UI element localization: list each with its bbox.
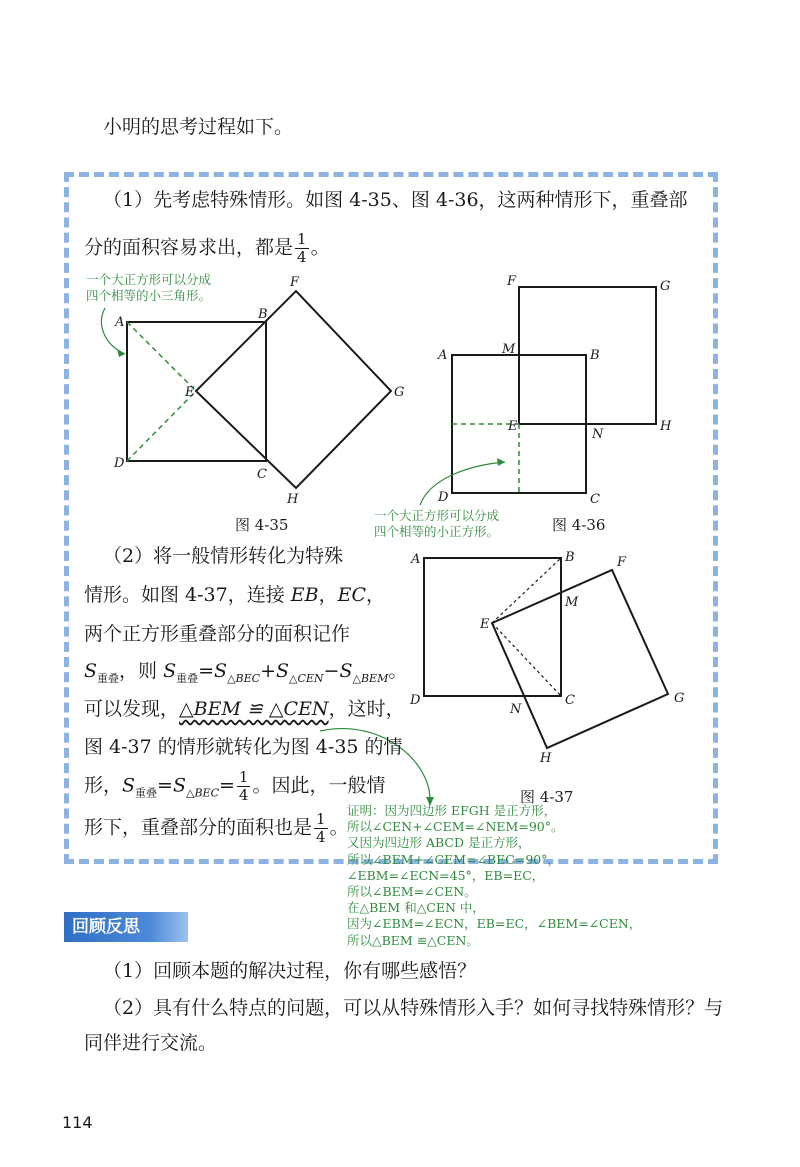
intro-text: 小明的思考过程如下。 — [103, 116, 294, 138]
fig35-label-h: H — [287, 492, 299, 507]
minus-sign: − — [323, 660, 340, 682]
step2-l7-end: 。因此，一般情 — [252, 774, 386, 797]
step2-l2-text: 情形。如图 4-37，连接 — [84, 584, 291, 606]
proof-line: 又因为四边形 ABCD 是正方形， — [347, 835, 531, 851]
review-question-2-line1: （2）具有什么特点的问题，可以从特殊情形入手？如何寻找特殊情形？与 — [103, 997, 724, 1019]
sub-overlap: 重叠 — [97, 671, 120, 685]
fig36-note-line1: 一个大正方形可以分成 — [374, 508, 500, 523]
proof-line: 因为∠EBM=∠ECN，EB=EC，∠BEM=∠CEN， — [347, 916, 642, 932]
fig37-label-b: B — [565, 550, 575, 565]
fig35-label-c: C — [257, 467, 267, 482]
sub-cen: △CEN — [289, 671, 324, 685]
sub-bec: △BEC — [227, 671, 261, 685]
fig37-square-abcd — [424, 558, 561, 696]
fig37-label-n: N — [510, 702, 522, 717]
proof-line: 所以∠BEM+∠CEM=∠BEC=90°， — [347, 851, 560, 867]
fig37-label-f: F — [617, 555, 627, 570]
step2-l4-end: 。 — [388, 660, 408, 682]
fig35-label-f: F — [290, 275, 300, 290]
fig35-label-d: D — [114, 456, 125, 471]
step2-line8 — [84, 812, 349, 845]
fig36-label-m: M — [502, 342, 516, 357]
fig36-label-a: A — [438, 348, 448, 363]
fig35-label-g: G — [394, 385, 405, 400]
congruence-statement: △BEM ≌ △CEN — [179, 698, 329, 720]
step2-l5-text: 可以发现， — [84, 698, 180, 720]
sub-overlap: 重叠 — [176, 671, 199, 685]
fig36-label-c: C — [590, 492, 600, 507]
plus-sign: + — [260, 660, 276, 682]
fig36-note — [374, 508, 499, 540]
s-symbol: S — [172, 774, 186, 797]
fig37-label-a: A — [411, 552, 421, 567]
fig37-label-d: D — [410, 693, 421, 708]
frac-num: 1 — [238, 768, 249, 786]
fig37-segment-eb — [492, 558, 561, 623]
s-symbol: S — [163, 660, 177, 682]
figure-4-35 — [102, 291, 391, 488]
fig37-label-c: C — [565, 693, 575, 708]
proof-line: 所以∠CEN+∠CEM=∠NEM=90°。 — [347, 819, 564, 835]
proof-line: 证明：因为四边形 EFGH 是正方形， — [347, 803, 557, 818]
step2-line2 — [84, 586, 385, 605]
fig36-label-f: F — [507, 274, 517, 289]
step2-l5-end: ，这时， — [328, 698, 405, 720]
fig35-note-line2: 四个相等的小三角形。 — [86, 288, 212, 303]
fig36-label-g: G — [660, 279, 671, 294]
sub-bem: △BEM — [352, 671, 389, 685]
proof-line: 在△BEM 和△CEN 中， — [347, 900, 485, 916]
fig36-label-e: E — [508, 419, 518, 434]
step2-line6: 图 4-37 的情形就转化为图 4-35 的情 — [84, 736, 403, 758]
equals-sign: = — [219, 774, 235, 797]
s-symbol: S — [122, 774, 136, 797]
fig35-label-b: B — [258, 307, 268, 322]
fig36-caption: 图 4-36 — [552, 516, 606, 534]
proof-line: ∠EBM=∠ECN=45°，EB=EC， — [347, 867, 545, 883]
s-symbol: S — [84, 660, 98, 682]
review-section-title: 回顾反思 — [64, 912, 188, 942]
s-symbol: S — [214, 660, 228, 682]
proof-notes — [347, 803, 641, 949]
step2-l4-mid: ，则 — [119, 660, 164, 682]
fig35-label-a: A — [115, 315, 125, 330]
fig37-square-efgh — [492, 570, 668, 748]
fig36-note-line2: 四个相等的小正方形。 — [374, 524, 500, 539]
step2-line5 — [84, 700, 405, 719]
fig35-note-line1: 一个大正方形可以分成 — [86, 272, 212, 287]
segment-eb-label: EB — [290, 584, 319, 606]
step2-l8-end: 。 — [329, 816, 349, 839]
frac-den: 4 — [238, 786, 249, 804]
s-symbol: S — [339, 660, 353, 682]
fig35-label-e: E — [185, 385, 195, 400]
proof-line: 所以△BEM ≌△CEN。 — [347, 932, 479, 948]
frac-den: 4 — [316, 828, 326, 846]
fig37-caption: 图 4-37 — [520, 788, 574, 806]
step2-l8-text: 形下，重叠部分的面积也是 — [84, 816, 313, 839]
frac-num: 1 — [297, 230, 307, 248]
fig37-label-m: M — [565, 595, 579, 610]
fig36-label-n: N — [592, 427, 604, 442]
fig36-note-arrow — [420, 462, 505, 505]
review-question-1: （1）回顾本题的解决过程，你有哪些感悟？ — [103, 960, 477, 982]
step2-line4 — [84, 662, 407, 684]
review-question-2-line2: 同伴进行交流。 — [84, 1032, 218, 1054]
fig36-label-h: H — [660, 419, 672, 434]
fig35-caption: 图 4-35 — [235, 516, 289, 534]
fig37-label-g: G — [674, 691, 685, 706]
figure-4-36 — [420, 287, 656, 505]
fig36-label-d: D — [438, 490, 449, 505]
step1-line2-end: 。 — [310, 236, 330, 259]
fraction-one-quarter — [237, 770, 251, 803]
proof-line: 所以∠BEM=∠CEN。 — [347, 883, 477, 899]
sub-bec: △BEC — [186, 786, 219, 800]
frac-num: 1 — [316, 810, 326, 828]
fig35-square-efgh — [196, 291, 391, 488]
step2-l2-comma1: ， — [318, 584, 338, 606]
step2-line7 — [84, 770, 385, 803]
fig37-label-e: E — [480, 617, 490, 632]
frac-den: 4 — [297, 248, 307, 266]
step2-line1: （2）将一般情形转化为特殊 — [103, 545, 344, 567]
step2-line3: 两个正方形重叠部分的面积记作 — [84, 623, 351, 645]
step1-line1: （1）先考虑特殊情形。如图 4-35、图 4-36，这两种情形下，重叠部 — [103, 189, 688, 211]
step1-line2-text: 分的面积容易求出，都是 — [84, 236, 294, 259]
fig35-diag-ae — [127, 322, 196, 391]
fraction-one-quarter — [314, 812, 328, 845]
page-number: 114 — [62, 1113, 93, 1132]
fig36-arrow-head — [497, 458, 505, 466]
fig37-segment-ec — [492, 623, 561, 696]
s-symbol: S — [275, 660, 290, 682]
fig36-label-b: B — [590, 348, 600, 363]
equals-sign: = — [198, 660, 215, 682]
fig37-label-h: H — [540, 751, 552, 766]
sub-overlap: 重叠 — [135, 786, 158, 800]
step2-l7-text: 形， — [84, 774, 123, 797]
segment-ec-label: EC — [337, 584, 367, 606]
step2-l2-comma2: ， — [366, 584, 386, 606]
equals-sign: = — [157, 774, 173, 797]
fig35-diag-de — [127, 391, 196, 461]
